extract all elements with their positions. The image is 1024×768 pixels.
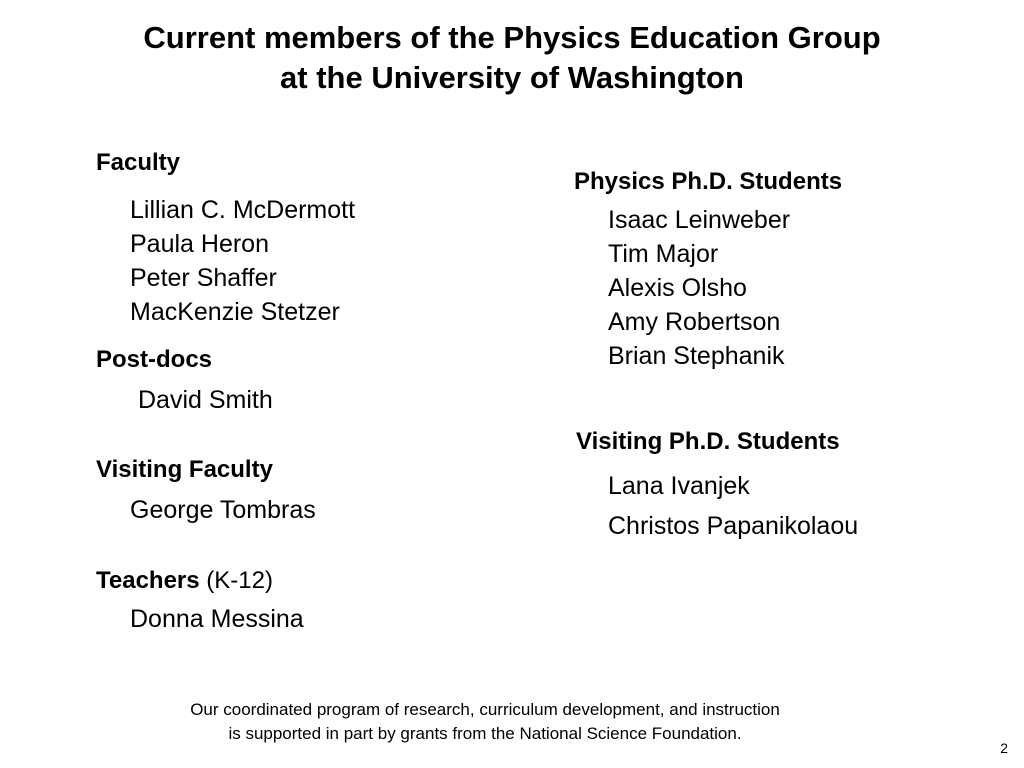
visiting-faculty-list [130, 493, 316, 527]
phd-student-name: Amy Robertson [608, 308, 781, 336]
page-number: 2 [1000, 740, 1008, 756]
faculty-list [130, 193, 355, 329]
faculty-name: Lillian C. McDermott [130, 196, 356, 224]
faculty-heading: Faculty [96, 149, 181, 176]
faculty-name: Paula Heron [130, 230, 269, 258]
visiting-phd-student-name: Lana Ivanjek [608, 472, 750, 500]
teacher-name: Donna Messina [130, 605, 304, 633]
phd-students-list [608, 203, 790, 373]
teachers-list [130, 602, 304, 636]
postdoc-name: David Smith [138, 386, 273, 414]
funding-note-line-2: is supported in part by grants from the National Science Foundation. [228, 724, 742, 743]
visiting-phd-student-name: Christos Papanikolaou [608, 512, 859, 540]
teachers-heading-label: Teachers [96, 567, 200, 594]
phd-student-name: Alexis Olsho [608, 274, 747, 302]
slide-title-line-2: at the University of Washington [280, 60, 744, 95]
phd-student-name: Tim Major [608, 240, 719, 268]
funding-note [0, 698, 970, 746]
faculty-name: Peter Shaffer [130, 264, 277, 292]
slide-title-line-1: Current members of the Physics Education Group [143, 20, 881, 55]
funding-note-line-1: Our coordinated program of research, curriculum development, and instruction [190, 700, 780, 719]
postdocs-heading: Post-docs [96, 346, 213, 373]
visiting-phd-students-list [608, 466, 858, 546]
visiting-faculty-heading: Visiting Faculty [96, 456, 273, 483]
teachers-heading [96, 566, 273, 596]
slide-title [0, 18, 1024, 98]
visiting-phd-students-heading: Visiting Ph.D. Students [576, 428, 840, 455]
phd-student-name: Isaac Leinweber [608, 206, 791, 234]
visiting-faculty-name: George Tombras [130, 496, 316, 524]
faculty-name: MacKenzie Stetzer [130, 298, 340, 326]
phd-student-name: Brian Stephanik [608, 342, 785, 370]
postdocs-list [138, 383, 273, 417]
teachers-heading-suffix: (K-12) [206, 567, 273, 594]
phd-students-heading: Physics Ph.D. Students [574, 168, 843, 195]
